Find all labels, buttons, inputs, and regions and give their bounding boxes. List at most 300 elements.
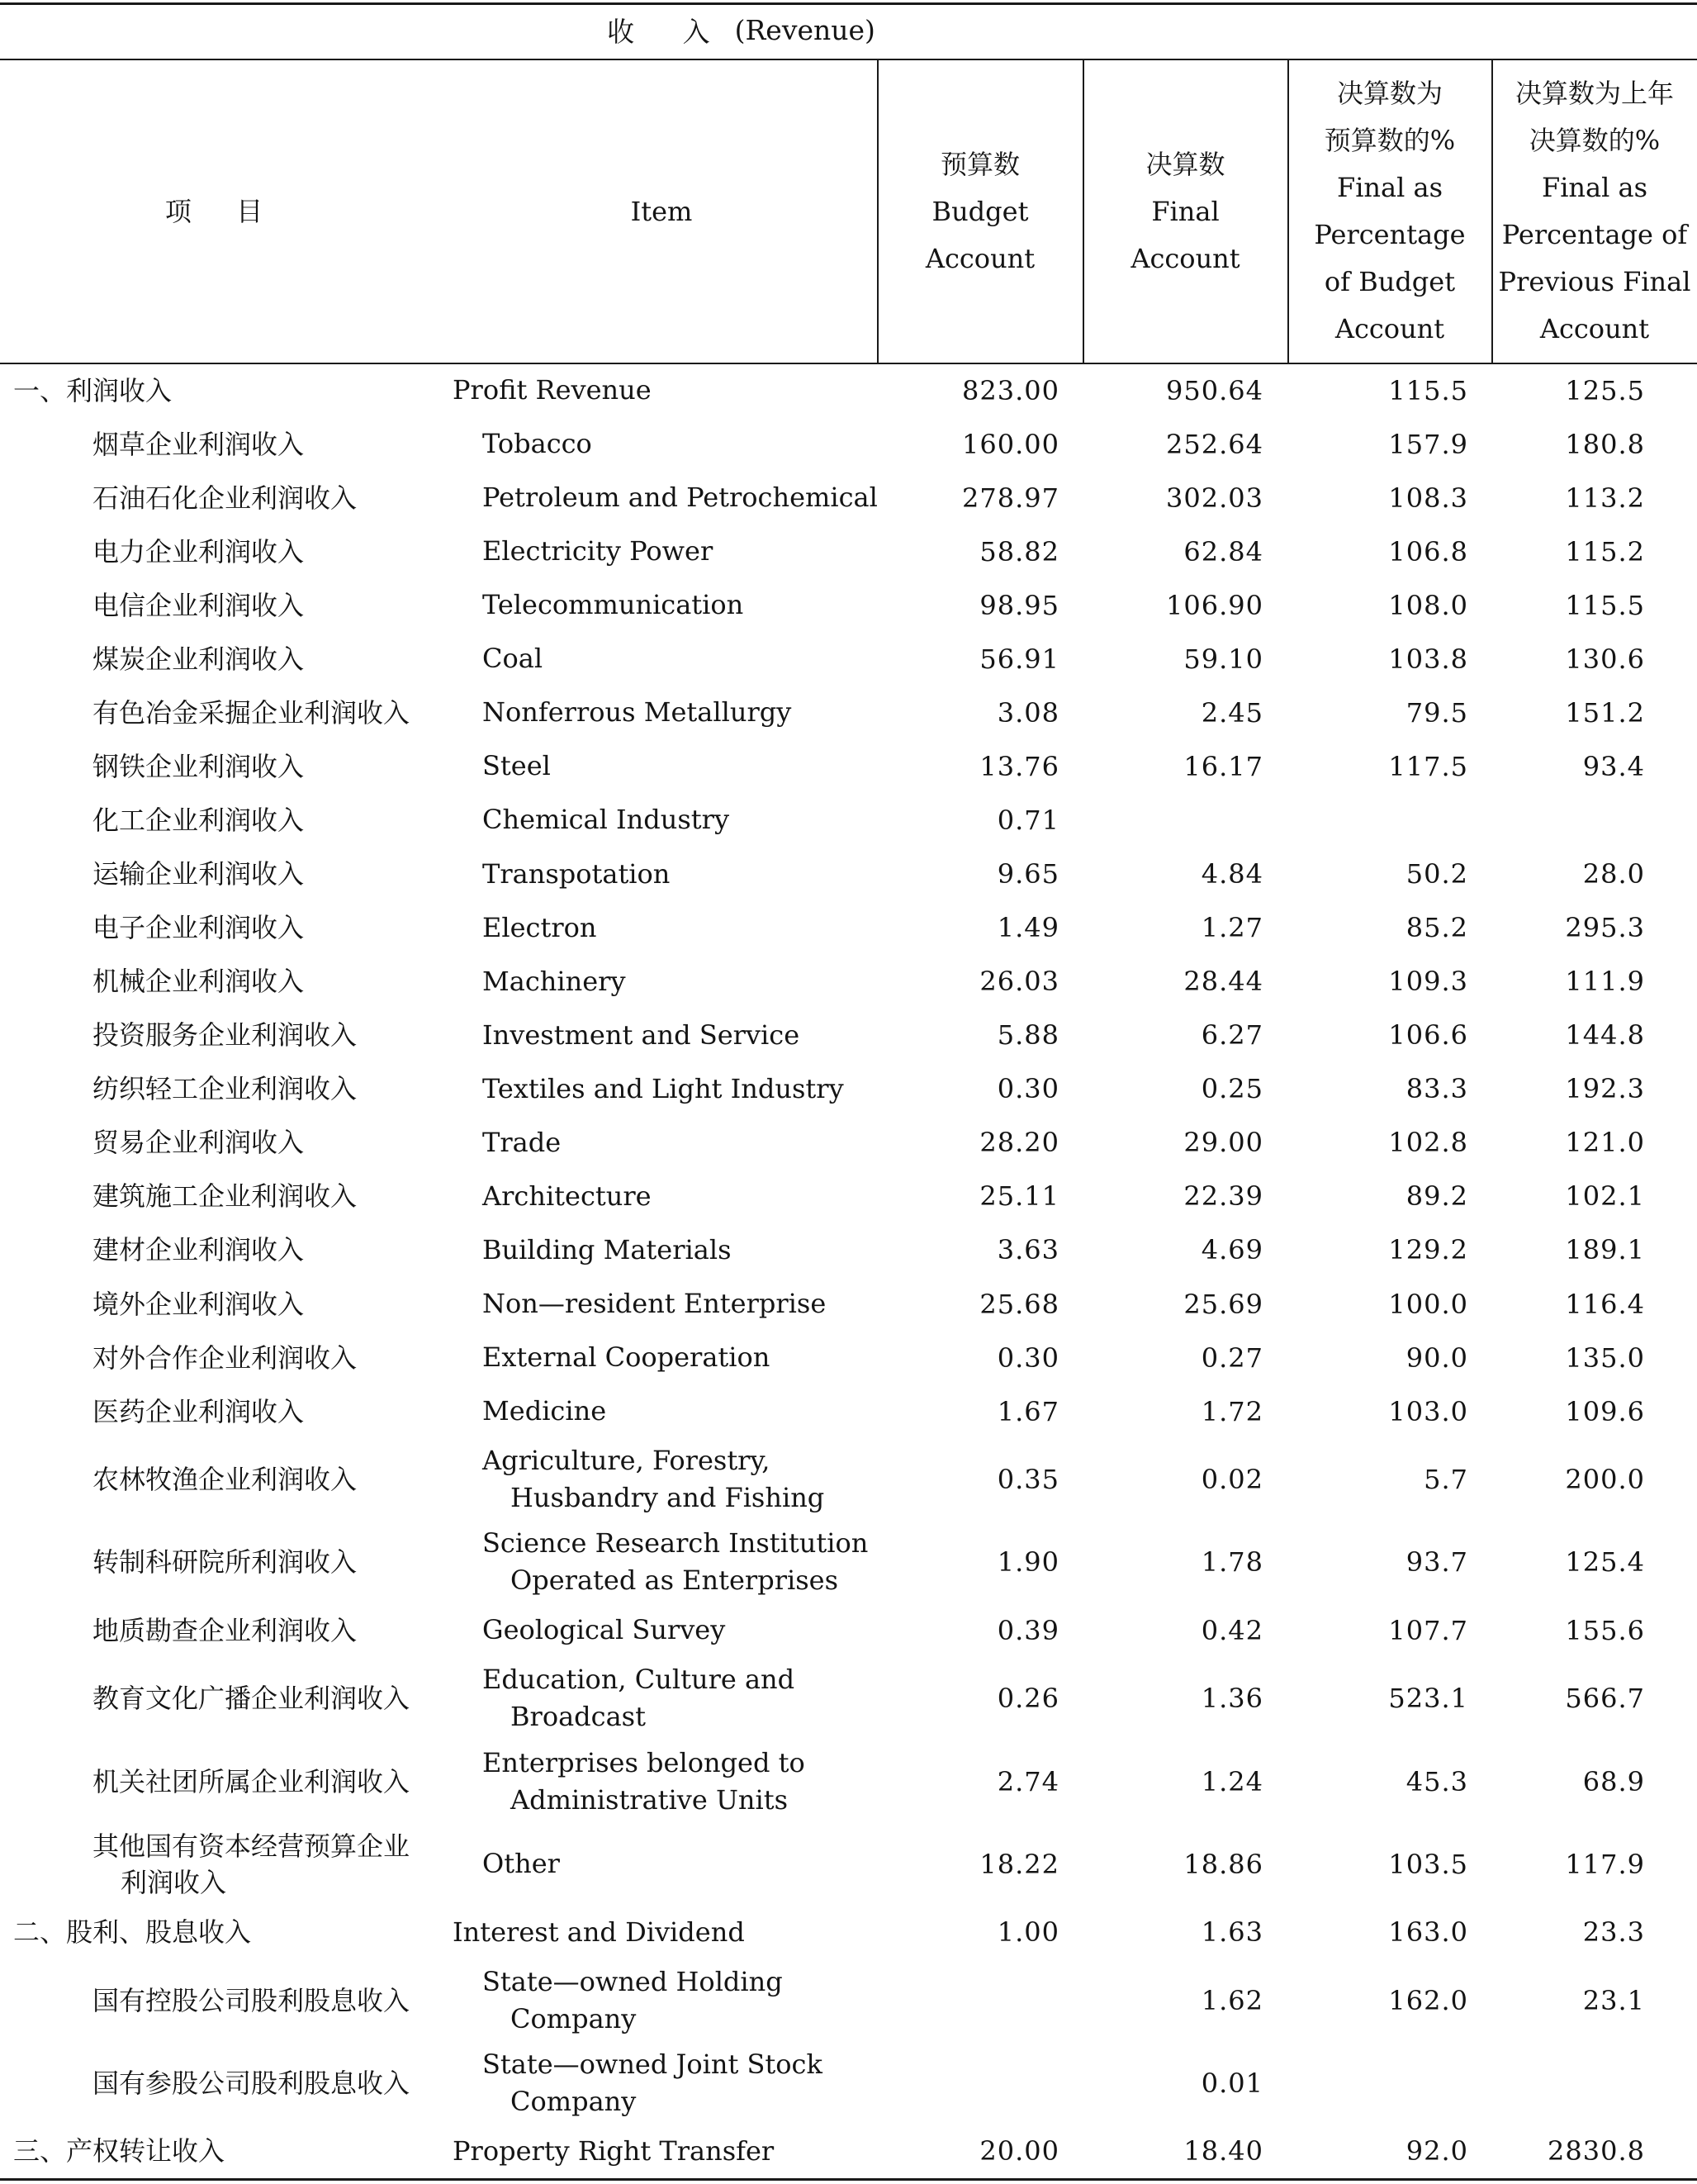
row-label-en	[482, 1178, 870, 1215]
row-label-en-line: Transpotation	[482, 857, 671, 890]
cell-budget: 3.63	[997, 1234, 1059, 1266]
row-label-zh	[92, 963, 304, 999]
cell-final: 6.27	[1201, 1019, 1263, 1052]
row-label-en-line: Company	[510, 2085, 637, 2117]
cell-budget: 9.65	[997, 858, 1059, 890]
row-label-zh-line: 机械企业利润收入	[92, 966, 305, 998]
row-label-zh	[13, 373, 172, 409]
row-label-zh	[92, 1393, 304, 1430]
cell-budget: 3.08	[997, 696, 1059, 729]
row-label-en-line: Tobacco	[482, 428, 592, 460]
cell-final: 0.02	[1201, 1464, 1263, 1496]
cell-budget: 1.90	[997, 1546, 1059, 1579]
cell-budget: 18.22	[979, 1848, 1059, 1880]
row-label-zh-line: 教育文化广播企业利润收入	[92, 1683, 410, 1715]
row-label-en-line: Profit Revenue	[453, 374, 652, 406]
cell-pct-prev: 155.6	[1565, 1614, 1645, 1646]
header-final-line: Account	[1131, 242, 1240, 274]
header-budget-line: Account	[925, 242, 1036, 274]
row-label-en	[482, 1442, 870, 1517]
row-label-zh-line: 境外企业利润收入	[92, 1288, 305, 1320]
cell-pct-prev: 125.5	[1565, 374, 1645, 406]
row-label-zh-line: 投资服务企业利润收入	[92, 1019, 358, 1052]
row-label-zh-line: 对外合作企业利润收入	[92, 1341, 358, 1374]
table-row	[0, 1603, 1697, 1657]
row-label-zh	[92, 856, 304, 892]
cell-pct-prev: 111.9	[1565, 966, 1645, 998]
header-budget-line: Budget	[931, 195, 1029, 227]
row-label-en-line: Property Right Transfer	[453, 2134, 775, 2167]
row-label-zh-line: 三、产权转让收入	[13, 2135, 225, 2167]
cell-pct-budget: 100.0	[1388, 1288, 1468, 1320]
row-label-en-line: Non—resident Enterprise	[482, 1288, 827, 1320]
cell-pct-budget: 90.0	[1405, 1341, 1468, 1374]
cell-pct-budget: 117.5	[1388, 750, 1468, 782]
row-label-zh	[92, 1017, 357, 1053]
header-pct-budget-line: of Budget	[1324, 266, 1456, 297]
cell-final: 4.84	[1201, 858, 1263, 890]
cell-final: 18.40	[1183, 2135, 1263, 2167]
row-label-zh	[92, 748, 304, 785]
cell-final: 1.63	[1201, 1916, 1263, 1949]
row-label-en	[453, 372, 841, 409]
table-row	[0, 1657, 1697, 1740]
cell-pct-prev: 115.2	[1565, 535, 1645, 567]
row-label-zh-line: 地质勘查企业利润收入	[92, 1614, 358, 1646]
cell-pct-prev: 109.6	[1565, 1395, 1645, 1427]
header-pct-budget-line: 预算数的%	[1324, 125, 1456, 156]
table-row	[0, 2042, 1697, 2125]
cell-final: 302.03	[1166, 482, 1263, 514]
row-label-en	[482, 1017, 870, 1054]
cell-final: 28.44	[1183, 966, 1263, 998]
cell-budget: 25.11	[979, 1180, 1059, 1213]
cell-final: 1.62	[1201, 1984, 1263, 2016]
row-label-zh-line: 电信企业利润收入	[92, 589, 305, 621]
cell-final: 950.64	[1166, 374, 1263, 406]
row-label-en	[482, 1285, 870, 1322]
row-label-zh	[92, 426, 304, 463]
row-label-zh-line: 其他国有资本经营预算企业	[92, 1830, 410, 1862]
row-label-zh	[92, 802, 304, 838]
cell-pct-budget: 50.2	[1405, 858, 1468, 890]
row-label-zh	[92, 1461, 357, 1498]
cell-pct-budget: 106.6	[1388, 1019, 1468, 1052]
cell-pct-budget: 523.1	[1388, 1683, 1468, 1715]
cell-pct-prev: 130.6	[1565, 643, 1645, 675]
cell-final: 0.25	[1201, 1073, 1263, 1105]
row-label-en	[482, 425, 870, 463]
row-label-en	[453, 2133, 841, 2170]
cell-pct-budget: 108.0	[1388, 589, 1468, 621]
header-item-zh-cell	[0, 59, 446, 363]
cell-pct-prev: 2830.8	[1548, 2135, 1645, 2167]
row-label-en-line: Electricity Power	[482, 535, 713, 567]
row-label-en-line: Agriculture, Forestry,	[482, 1445, 770, 1477]
row-label-en-line: Broadcast	[510, 1701, 646, 1733]
cell-pct-budget: 93.7	[1405, 1546, 1468, 1579]
table-row	[0, 739, 1697, 793]
cell-pct-prev: 23.1	[1582, 1984, 1645, 2016]
row-label-zh-line: 机关社团所属企业利润收入	[92, 1765, 410, 1797]
header-final	[1083, 59, 1287, 363]
row-label-zh	[13, 1914, 251, 1950]
cell-pct-prev: 93.4	[1582, 750, 1645, 782]
row-label-zh	[92, 1071, 357, 1107]
row-label-en-line: Company	[510, 2002, 637, 2034]
header-pct-prev-line: 决算数为上年	[1515, 78, 1674, 109]
row-label-en	[482, 479, 878, 516]
cell-budget: 56.91	[979, 643, 1059, 675]
cell-pct-prev: 115.5	[1565, 589, 1645, 621]
cell-pct-prev: 295.3	[1565, 912, 1645, 944]
row-label-en-line: State—owned Holding	[482, 1965, 783, 1997]
cell-budget: 28.20	[979, 1127, 1059, 1159]
table-row	[0, 1116, 1697, 1170]
row-label-en-line: Interest and Dividend	[453, 1916, 745, 1948]
row-label-zh	[92, 587, 304, 624]
cell-pct-budget: 163.0	[1388, 1916, 1468, 1949]
row-label-zh-line: 烟草企业利润收入	[92, 428, 305, 460]
cell-pct-budget: 79.5	[1405, 696, 1468, 729]
row-label-zh-line: 国有参股公司股利股息收入	[92, 2067, 410, 2099]
cell-budget: 823.00	[962, 374, 1059, 406]
header-pct-prev-line: Final as	[1541, 172, 1648, 203]
row-label-en	[482, 1845, 870, 1883]
cell-budget: 0.39	[997, 1614, 1059, 1646]
revenue-banner	[0, 0, 1697, 59]
cell-final: 59.10	[1183, 643, 1263, 675]
row-label-en	[482, 1963, 870, 2038]
table-row	[0, 632, 1697, 686]
row-label-en	[482, 694, 870, 731]
row-label-en	[482, 909, 870, 947]
header-pct-budget-line: Final as	[1336, 172, 1443, 203]
row-label-en-line: Other	[482, 1848, 560, 1880]
row-label-en-line: Husbandry and Fishing	[510, 1482, 825, 1514]
row-label-en-line: Education, Culture and	[482, 1664, 795, 1696]
cell-budget: 13.76	[979, 750, 1059, 782]
cell-budget: 0.30	[997, 1341, 1059, 1374]
cell-pct-prev: 23.3	[1582, 1916, 1645, 1949]
row-label-zh-line: 二、股利、股息收入	[13, 1916, 252, 1949]
row-label-en	[482, 1612, 870, 1649]
header-pct-prev-line: Account	[1539, 313, 1650, 344]
table-row	[0, 1438, 1697, 1521]
row-label-en-line: Building Materials	[482, 1233, 732, 1265]
table-row	[0, 578, 1697, 632]
cell-pct-budget: 89.2	[1405, 1180, 1468, 1213]
cell-final: 0.27	[1201, 1341, 1263, 1374]
table-row	[0, 1740, 1697, 1823]
row-label-en-line: Steel	[482, 750, 551, 782]
row-label-en-line: Enterprises belonged to	[482, 1746, 805, 1778]
table-row	[0, 847, 1697, 901]
cell-pct-prev: 117.9	[1565, 1848, 1645, 1880]
row-label-zh-line: 电子企业利润收入	[92, 912, 305, 944]
table-row	[0, 1277, 1697, 1331]
cell-final: 62.84	[1183, 535, 1263, 567]
bottom-rule	[0, 2178, 1697, 2181]
row-label-zh	[92, 1286, 304, 1322]
cell-pct-prev: 116.4	[1565, 1288, 1645, 1320]
cell-budget: 1.67	[997, 1395, 1059, 1427]
cell-pct-prev: 151.2	[1565, 696, 1645, 729]
header-final-line: Final	[1151, 195, 1220, 227]
cell-budget: 26.03	[979, 966, 1059, 998]
table-row	[0, 901, 1697, 955]
row-label-en-line: Petroleum and Petrochemical	[482, 482, 878, 514]
row-label-zh-line: 医药企业利润收入	[92, 1395, 305, 1427]
cell-budget: 0.71	[997, 804, 1059, 836]
table-row	[0, 471, 1697, 525]
row-label-en	[482, 748, 870, 785]
cell-pct-budget: 45.3	[1405, 1765, 1468, 1797]
row-label-en-line: Investment and Service	[482, 1018, 800, 1051]
row-label-en	[482, 1525, 870, 1599]
row-label-en-line: Chemical Industry	[482, 804, 730, 836]
header-pct-prev-line: Previous Final	[1498, 266, 1691, 297]
row-label-en	[482, 856, 870, 893]
cell-final: 22.39	[1183, 1180, 1263, 1213]
cell-final: 4.69	[1201, 1234, 1263, 1266]
header-pct-budget-line: Account	[1334, 313, 1445, 344]
cell-final: 25.69	[1183, 1288, 1263, 1320]
row-label-zh-line: 建筑施工企业利润收入	[92, 1180, 358, 1213]
cell-final: 252.64	[1166, 428, 1263, 460]
row-label-en	[482, 1339, 870, 1376]
cell-budget: 5.88	[997, 1019, 1059, 1052]
cell-final: 1.72	[1201, 1395, 1263, 1427]
row-label-zh	[92, 534, 304, 570]
header-pct-budget-line: Percentage	[1314, 219, 1466, 250]
cell-pct-budget: 85.2	[1405, 912, 1468, 944]
cell-pct-budget: 108.3	[1388, 482, 1468, 514]
cell-final: 1.24	[1201, 1765, 1263, 1797]
cell-pct-budget: 129.2	[1388, 1234, 1468, 1266]
row-label-en-line: Electron	[482, 911, 597, 943]
cell-final: 29.00	[1183, 1127, 1263, 1159]
cell-pct-prev: 125.4	[1565, 1546, 1645, 1579]
row-label-zh	[92, 1764, 410, 1800]
row-label-zh-line: 农林牧渔企业利润收入	[92, 1464, 358, 1496]
row-label-en-line: Medicine	[482, 1395, 607, 1427]
cell-final: 1.36	[1201, 1683, 1263, 1715]
header-item-en: Item	[630, 195, 693, 227]
cell-final: 1.27	[1201, 912, 1263, 944]
header-pct-prev-line: Percentage of	[1501, 219, 1688, 250]
cell-pct-budget: 92.0	[1405, 2135, 1468, 2167]
row-label-zh	[92, 1340, 357, 1376]
cell-pct-budget: 157.9	[1388, 428, 1468, 460]
row-label-en	[482, 1071, 870, 1108]
table-row	[0, 525, 1697, 578]
cell-pct-budget: 103.5	[1388, 1848, 1468, 1880]
header-final-line: 决算数	[1145, 148, 1225, 180]
banner-title-en: (Revenue)	[734, 13, 875, 46]
row-label-en	[482, 1661, 870, 1735]
row-label-zh-line: 建材企业利润收入	[92, 1234, 305, 1266]
cell-final: 0.42	[1201, 1614, 1263, 1646]
cell-final: 0.01	[1201, 2067, 1263, 2099]
row-label-zh	[92, 1680, 410, 1716]
table-row	[0, 1959, 1697, 2042]
header-pct-prev-line: 决算数的%	[1529, 125, 1661, 156]
cell-pct-prev: 192.3	[1565, 1073, 1645, 1105]
row-label-en-line: State—owned Joint Stock	[482, 2048, 822, 2080]
row-label-en-line: Architecture	[482, 1180, 652, 1212]
row-label-en-line: Coal	[482, 643, 543, 675]
row-label-zh-line: 一、利润收入	[13, 374, 173, 406]
table-row	[0, 2125, 1697, 2178]
cell-budget: 58.82	[979, 535, 1059, 567]
row-label-en-line: Science Research Institution	[482, 1527, 869, 1560]
cell-pct-budget: 115.5	[1388, 374, 1468, 406]
cell-final: 2.45	[1201, 696, 1263, 729]
row-label-en	[482, 1393, 870, 1430]
cell-pct-budget: 102.8	[1388, 1127, 1468, 1159]
header-pct-budget	[1288, 59, 1491, 363]
cell-pct-prev: 189.1	[1565, 1234, 1645, 1266]
cell-pct-budget: 103.8	[1388, 643, 1468, 675]
row-label-en-line: Trade	[482, 1126, 562, 1158]
table-row	[0, 1823, 1697, 1906]
cell-final: 16.17	[1183, 750, 1263, 782]
cell-budget: 2.74	[997, 1765, 1059, 1797]
cell-pct-budget: 83.3	[1405, 1073, 1468, 1105]
table-row	[0, 955, 1697, 1009]
row-label-zh-line: 有色冶金采掘企业利润收入	[92, 696, 410, 729]
row-label-zh	[13, 2133, 225, 2169]
row-label-en	[482, 586, 870, 624]
row-label-en	[482, 1745, 870, 1819]
row-label-en	[482, 640, 870, 677]
cell-pct-prev: 144.8	[1565, 1019, 1645, 1052]
cell-pct-budget: 107.7	[1388, 1614, 1468, 1646]
row-label-en-line: Machinery	[482, 965, 626, 997]
cell-final: 1.78	[1201, 1546, 1263, 1579]
cell-pct-budget: 162.0	[1388, 1984, 1468, 2016]
header-pct-prev	[1492, 59, 1697, 363]
cell-budget: 0.30	[997, 1073, 1059, 1105]
row-label-zh-line: 利润收入	[121, 1866, 227, 1898]
row-label-zh	[92, 641, 304, 677]
header-item-zh: 项 目	[164, 195, 282, 227]
row-label-zh-line: 纺织轻工企业利润收入	[92, 1073, 358, 1105]
cell-pct-prev: 200.0	[1565, 1464, 1645, 1496]
row-label-zh-line: 石油石化企业利润收入	[92, 482, 358, 514]
row-label-en	[482, 1124, 870, 1161]
cell-budget: 278.97	[962, 482, 1059, 514]
table-row	[0, 686, 1697, 739]
row-label-zh-line: 钢铁企业利润收入	[92, 750, 305, 782]
cell-budget: 1.00	[997, 1916, 1059, 1949]
table-row	[0, 1170, 1697, 1223]
row-label-zh-line: 国有控股公司股利股息收入	[92, 1984, 410, 2016]
banner-title-zh: 收 入	[607, 15, 730, 48]
table-row	[0, 1223, 1697, 1277]
cell-pct-budget: 106.8	[1388, 535, 1468, 567]
table-row	[0, 417, 1697, 471]
cell-pct-prev: 102.1	[1565, 1180, 1645, 1213]
header-budget	[878, 59, 1083, 363]
table-row	[0, 1062, 1697, 1116]
row-label-zh	[92, 1178, 357, 1214]
row-label-zh-line: 运输企业利润收入	[92, 858, 305, 890]
table-row	[0, 793, 1697, 847]
cell-pct-prev: 566.7	[1565, 1683, 1645, 1715]
cell-pct-budget: 109.3	[1388, 966, 1468, 998]
row-label-en-line: Administrative Units	[510, 1783, 789, 1816]
cell-pct-prev: 68.9	[1582, 1765, 1645, 1797]
row-label-zh	[92, 1232, 304, 1268]
row-label-en-line: Geological Survey	[482, 1614, 726, 1646]
cell-budget: 98.95	[979, 589, 1059, 621]
row-label-zh	[92, 695, 410, 731]
cell-budget: 25.68	[979, 1288, 1059, 1320]
row-label-zh	[92, 1982, 410, 2019]
row-label-en-line: Telecommunication	[482, 589, 744, 621]
cell-final: 106.90	[1166, 589, 1263, 621]
row-label-zh	[92, 2065, 410, 2101]
table-row	[0, 1521, 1697, 1603]
row-label-en	[482, 1232, 870, 1269]
row-label-zh-line: 化工企业利润收入	[92, 804, 305, 836]
cell-budget: 20.00	[979, 2135, 1059, 2167]
row-label-en	[453, 1914, 841, 1951]
row-label-zh	[92, 480, 357, 516]
cell-final: 18.86	[1183, 1848, 1263, 1880]
cell-pct-budget: 5.7	[1424, 1464, 1468, 1496]
row-label-zh	[92, 1544, 357, 1580]
cell-budget: 160.00	[962, 428, 1059, 460]
row-label-en-line: Textiles and Light Industry	[482, 1072, 844, 1104]
cell-pct-budget: 103.0	[1388, 1395, 1468, 1427]
row-label-en-line: External Cooperation	[482, 1341, 770, 1374]
row-label-zh	[92, 1124, 304, 1161]
cell-budget: 0.26	[997, 1683, 1059, 1715]
cell-pct-prev: 135.0	[1565, 1341, 1645, 1374]
row-label-zh	[92, 909, 304, 946]
row-label-zh	[92, 1612, 357, 1649]
cell-budget: 0.35	[997, 1464, 1059, 1496]
row-label-zh-line: 煤炭企业利润收入	[92, 643, 305, 675]
table-row	[0, 363, 1697, 417]
row-label-zh-line: 电力企业利润收入	[92, 535, 305, 567]
header-budget-line: 预算数	[940, 148, 1020, 180]
row-label-en	[482, 2046, 870, 2120]
row-label-en	[482, 801, 870, 838]
cell-pct-prev: 121.0	[1565, 1127, 1645, 1159]
cell-pct-prev: 113.2	[1565, 482, 1645, 514]
table-row	[0, 1331, 1697, 1384]
header-item-en-cell	[446, 59, 877, 363]
table-row	[0, 1906, 1697, 1959]
row-label-en	[482, 963, 870, 1000]
row-label-zh-line: 贸易企业利润收入	[92, 1127, 305, 1159]
table-row	[0, 1009, 1697, 1062]
cell-pct-prev: 28.0	[1582, 858, 1645, 890]
row-label-zh-line: 转制科研院所利润收入	[92, 1546, 358, 1579]
header-pct-budget-line: 决算数为	[1336, 78, 1443, 109]
table-row	[0, 1384, 1697, 1438]
cell-pct-prev: 180.8	[1565, 428, 1645, 460]
row-label-en-line: Nonferrous Metallurgy	[482, 696, 792, 729]
row-label-en	[482, 533, 870, 570]
cell-budget: 1.49	[997, 912, 1059, 944]
row-label-zh	[92, 1828, 410, 1901]
row-label-en-line: Operated as Enterprises	[510, 1564, 839, 1597]
